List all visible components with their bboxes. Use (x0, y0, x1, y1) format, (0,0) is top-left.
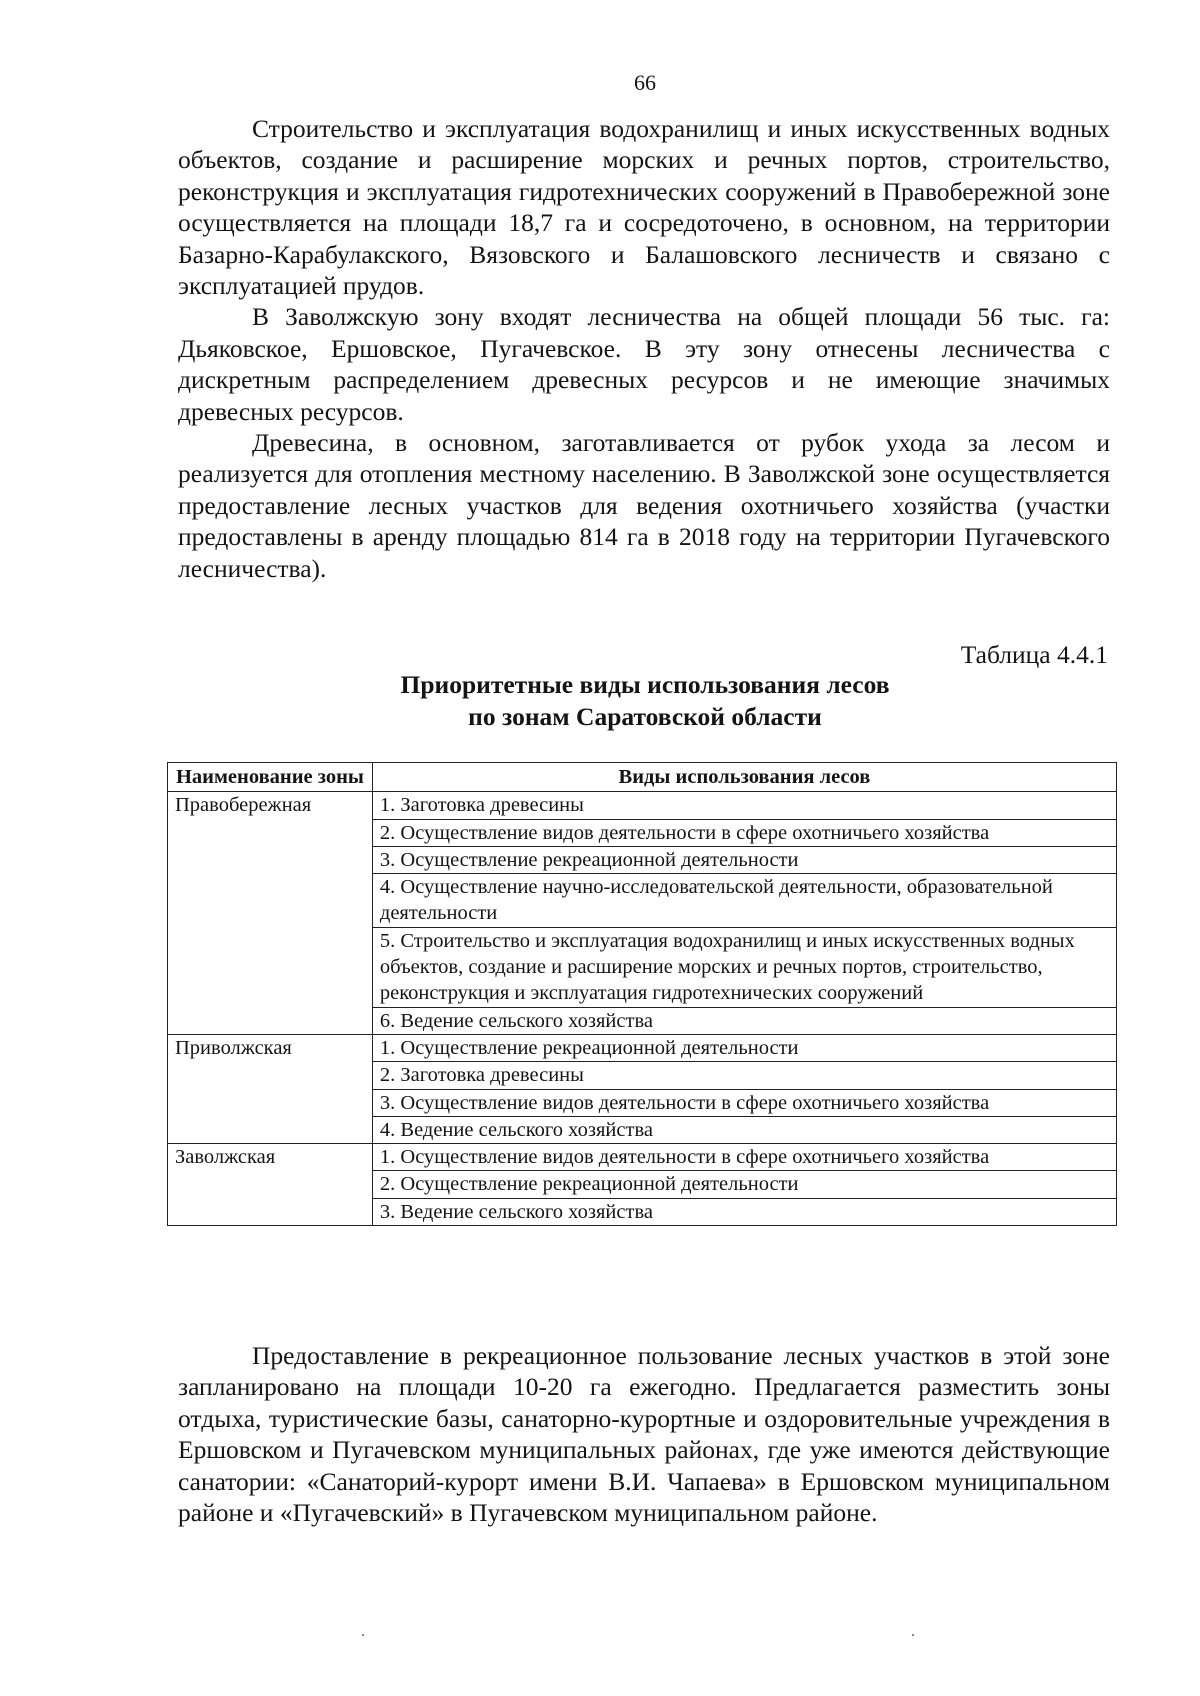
scan-speck (912, 1634, 914, 1636)
paragraph: В Заволжскую зону входят лесничества на общей площади 56 тыс. га: Дьяковское, Ершовское, Пугачевское. В эту зону отнесены лесничества с дискретным распределением древесных ресурсов и не имеющие значимых древесных ресурсов. (178, 302, 1110, 426)
table-header-row (168, 763, 1117, 792)
use-cell: 1. Осуществление рекреационной деятельности (372, 1034, 1116, 1061)
zone-name: Правобережная (168, 792, 373, 1035)
table-number: Таблица 4.4.1 (960, 640, 1108, 669)
use-cell: 1. Осуществление видов деятельности в сфере охотничьего хозяйства (372, 1144, 1116, 1171)
paragraph: Древесина, в основном, заготавливается от рубок ухода за лесом и реализуется для отопления местному населению. В Заволжской зоне осуществляется предоставление лесных участков для ведения охотничьего хозяйства (участки предоставлены в аренду площадью 814 га в 2018 году на территории Пугачевского лесничества). (178, 428, 1110, 583)
use-cell: 4. Осуществление научно-исследовательской деятельности, образовательной деятельности (372, 874, 1116, 928)
use-cell: 3. Осуществление видов деятельности в сфере охотничьего хозяйства (372, 1089, 1116, 1116)
page-number: 66 (634, 70, 656, 95)
intro-text (178, 113, 1110, 584)
use-cell: 2. Заготовка древесины (372, 1062, 1116, 1089)
table-title-line: Приоритетные виды использования лесов (400, 670, 890, 699)
zone-name: Приволжская (168, 1034, 373, 1143)
use-cell: 3. Ведение сельского хозяйства (372, 1198, 1116, 1225)
use-cell: 1. Заготовка древесины (372, 792, 1116, 819)
use-cell: 3. Осуществление рекреационной деятельности (372, 846, 1116, 873)
scan-speck (362, 1634, 364, 1636)
table-row (168, 1034, 1117, 1061)
table-title (270, 669, 1020, 733)
header-uses: Виды использования лесов (372, 763, 1116, 792)
header-zone: Наименование зоны (168, 763, 373, 792)
table-row (168, 792, 1117, 819)
table-title-line: по зонам Саратовской области (468, 702, 822, 731)
use-cell: 2. Осуществление рекреационной деятельности (372, 1171, 1116, 1198)
table-row (168, 1144, 1117, 1171)
use-cell: 5. Строительство и эксплуатация водохранилищ и иных искусственных водных объектов, создание и расширение морских и речных портов, строительство, реконструкция и эксплуатация гидротехнических сооружений (372, 927, 1116, 1007)
conclusion-text (178, 1340, 1110, 1528)
paragraph: Строительство и эксплуатация водохранилищ и иных искусственных водных объектов, создание и расширение морских и речных портов, строительство, реконструкция и эксплуатация гидротехнических сооружений в Правобережной зоне осуществляется на площади 18,7 га и сосредоточено, в основном, на территории Базарно-Карабулакского, Вязовского и Балашовского лесничеств и связано с эксплуатацией прудов. (178, 114, 1110, 301)
use-cell: 2. Осуществление видов деятельности в сфере охотничьего хозяйства (372, 819, 1116, 846)
forest-use-table (167, 762, 1117, 1226)
use-cell: 4. Ведение сельского хозяйства (372, 1116, 1116, 1143)
use-cell: 6. Ведение сельского хозяйства (372, 1007, 1116, 1034)
zone-name: Заволжская (168, 1144, 373, 1226)
paragraph: Предоставление в рекреационное пользование лесных участков в этой зоне запланировано на площади 10-20 га ежегодно. Предлагается разместить зоны отдыха, туристические базы, санаторно-курортные и оздоровительные учреждения в Ершовском и Пугачевском муниципальных районах, где уже имеются действующие санатории: «Санаторий-курорт имени В.И. Чапаева» в Ершовском муниципальном районе и «Пугачевский» в Пугачевском муниципальном районе. (178, 1341, 1110, 1528)
